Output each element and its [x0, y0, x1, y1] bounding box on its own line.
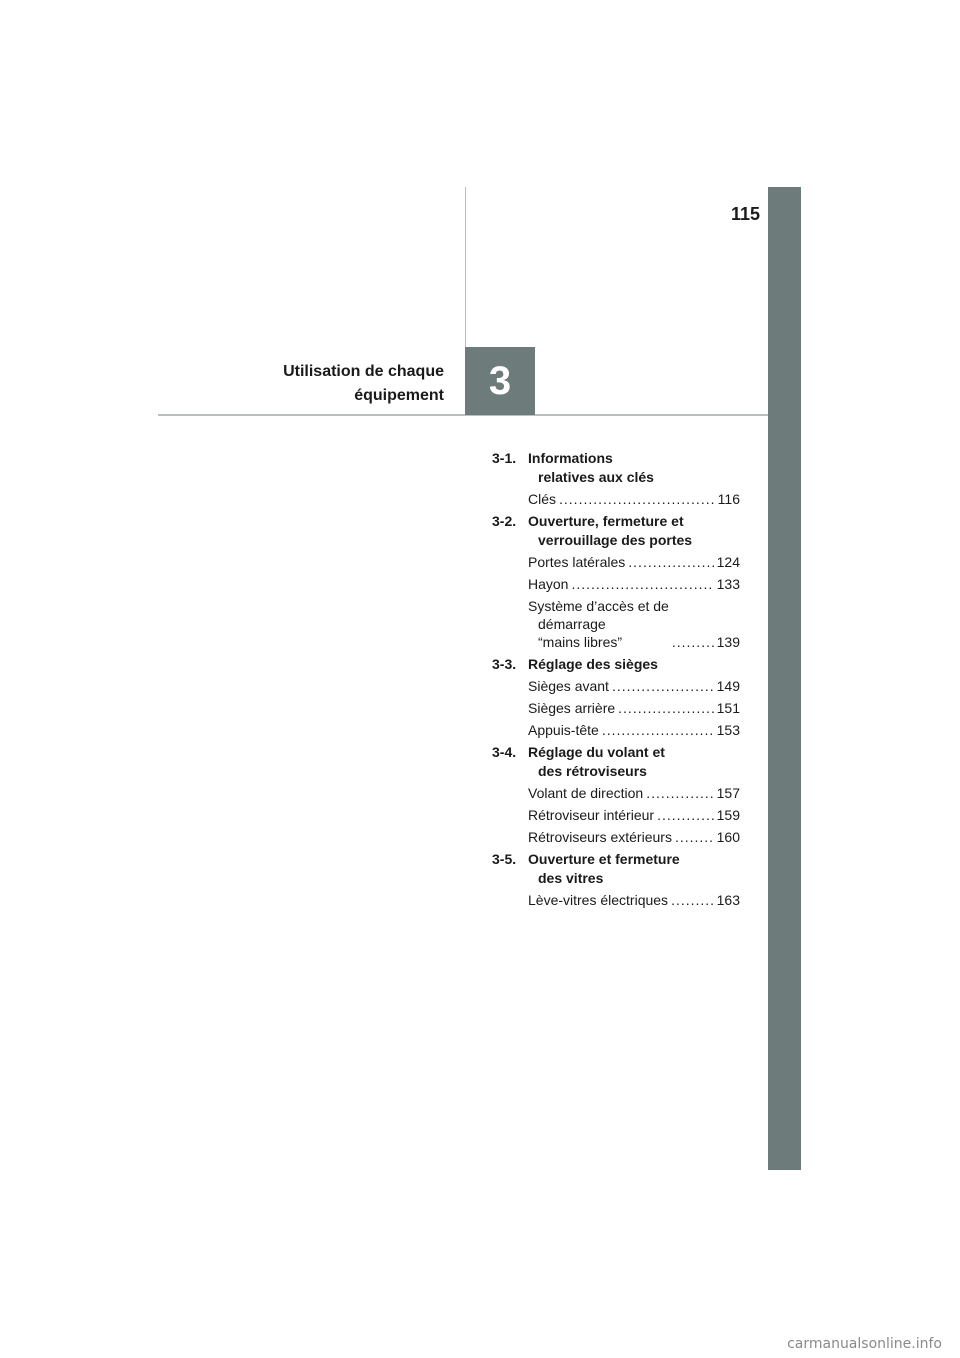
toc-entry-label-line: Appuis-tête: [528, 722, 599, 738]
section-items: [492, 784, 740, 846]
dot-leader: [672, 633, 714, 651]
section-title: [528, 449, 740, 487]
dot-leader: [675, 828, 714, 846]
dot-leader: [612, 677, 714, 695]
section-title: [528, 512, 740, 550]
toc-entry-label: [528, 575, 568, 593]
section-items: [492, 553, 740, 651]
toc-entry[interactable]: [528, 784, 740, 802]
section-title-line: Ouverture et fermeture: [528, 851, 680, 867]
dot-leader: [657, 806, 714, 824]
toc-section: [492, 449, 740, 508]
section-number: 3-5.: [492, 851, 517, 867]
toc-entry-page: 163: [716, 892, 740, 908]
toc-entry[interactable]: [528, 677, 740, 695]
section-title-line: relatives aux clés: [538, 469, 654, 485]
toc-entry[interactable]: [528, 806, 740, 824]
dot-leader: [628, 553, 713, 571]
section-title-line: Réglage du volant et: [528, 744, 665, 760]
toc-entry-page: 133: [716, 576, 740, 592]
toc-entry[interactable]: [528, 721, 740, 739]
toc-entry-page: 151: [716, 700, 740, 716]
chapter-side-tab: [768, 187, 801, 1170]
toc-entry-label-line: “mains libres”: [538, 634, 623, 650]
section-items: [492, 677, 740, 739]
toc-entry-label: [528, 699, 615, 717]
section-title-line: verrouillage des portes: [538, 532, 693, 548]
page-number: 115: [730, 204, 760, 224]
toc-entry[interactable]: [528, 597, 740, 651]
watermark: carmanualsonline.info: [787, 1336, 942, 1352]
dot-leader: [571, 575, 713, 593]
vertical-rule: [465, 187, 466, 347]
toc-entry-label: [528, 891, 668, 909]
section-title-line: Ouverture, fermeture et: [528, 513, 684, 529]
toc-entry-label-line: Rétroviseurs extérieurs: [528, 829, 672, 845]
toc-entry-label: [528, 490, 556, 508]
horizontal-rule: [158, 414, 768, 416]
section-title-line: des rétroviseurs: [538, 763, 647, 779]
chapter-number-badge: 3: [465, 347, 535, 415]
section-heading: [492, 449, 740, 487]
toc-section: [492, 512, 740, 651]
section-number: 3-1.: [492, 450, 517, 466]
section-title-line: Informations: [528, 450, 613, 466]
toc-entry-label-line: Lève-vitres électriques: [528, 892, 669, 908]
toc-entry-label-line: Portes latérales: [528, 554, 626, 570]
chapter-title-line: équipement: [354, 387, 444, 404]
toc-section: [492, 655, 740, 739]
dot-leader: [618, 699, 713, 717]
section-number: 3-2.: [492, 513, 517, 529]
toc-entry[interactable]: [528, 828, 740, 846]
toc-section: [492, 850, 740, 909]
toc-entry-label: [528, 553, 625, 571]
toc-entry-label: [528, 677, 609, 695]
section-items: [492, 891, 740, 909]
toc-entry-page: 116: [717, 491, 740, 507]
chapter-title: [200, 360, 444, 408]
section-items: [492, 490, 740, 508]
section-title: [528, 655, 740, 674]
toc-entry-label-line: Sièges arrière: [528, 700, 616, 716]
toc-entry-label-line: Sièges avant: [528, 678, 609, 694]
toc-entry-page: 160: [716, 829, 740, 845]
section-heading: [492, 512, 740, 550]
toc-entry-label: [528, 721, 599, 739]
toc-entry-label: [528, 784, 643, 802]
section-title: [528, 850, 740, 888]
toc-entry-label: [528, 828, 672, 846]
toc-entry-page: 124: [716, 554, 740, 570]
toc-entry[interactable]: [528, 699, 740, 717]
toc-entry-label: [528, 597, 669, 651]
section-heading: [492, 743, 740, 781]
toc-entry[interactable]: [528, 575, 740, 593]
toc-entry-page: 153: [716, 722, 740, 738]
dot-leader: [671, 891, 714, 909]
section-heading: [492, 850, 740, 888]
toc-entry[interactable]: [528, 891, 740, 909]
table-of-contents: [492, 449, 740, 913]
toc-entry-page: 157: [716, 785, 740, 801]
section-heading: [492, 655, 740, 674]
section-number: 3-4.: [492, 744, 517, 760]
toc-entry[interactable]: [528, 490, 740, 508]
dot-leader: [602, 721, 714, 739]
dot-leader: [559, 490, 715, 508]
toc-entry-label-line: Clés: [528, 491, 557, 507]
toc-entry-label-line: démarrage: [538, 616, 606, 632]
toc-entry-page: 139: [716, 634, 740, 650]
toc-entry-label-line: Rétroviseur intérieur: [528, 807, 655, 823]
section-title: [528, 743, 740, 781]
toc-entry-page: 159: [716, 807, 740, 823]
dot-leader: [646, 784, 713, 802]
section-title-line: Réglage des sièges: [528, 656, 658, 672]
toc-entry[interactable]: [528, 553, 740, 571]
section-number: 3-3.: [492, 656, 517, 672]
toc-entry-label-line: Système d’accès et de: [528, 598, 669, 614]
chapter-title-line: Utilisation de chaque: [283, 363, 444, 380]
toc-entry-label: [528, 806, 654, 824]
toc-entry-page: 149: [716, 678, 740, 694]
section-title-line: des vitres: [538, 870, 604, 886]
toc-entry-label-line: Volant de direction: [528, 785, 644, 801]
toc-section: [492, 743, 740, 846]
toc-entry-label-line: Hayon: [528, 576, 569, 592]
